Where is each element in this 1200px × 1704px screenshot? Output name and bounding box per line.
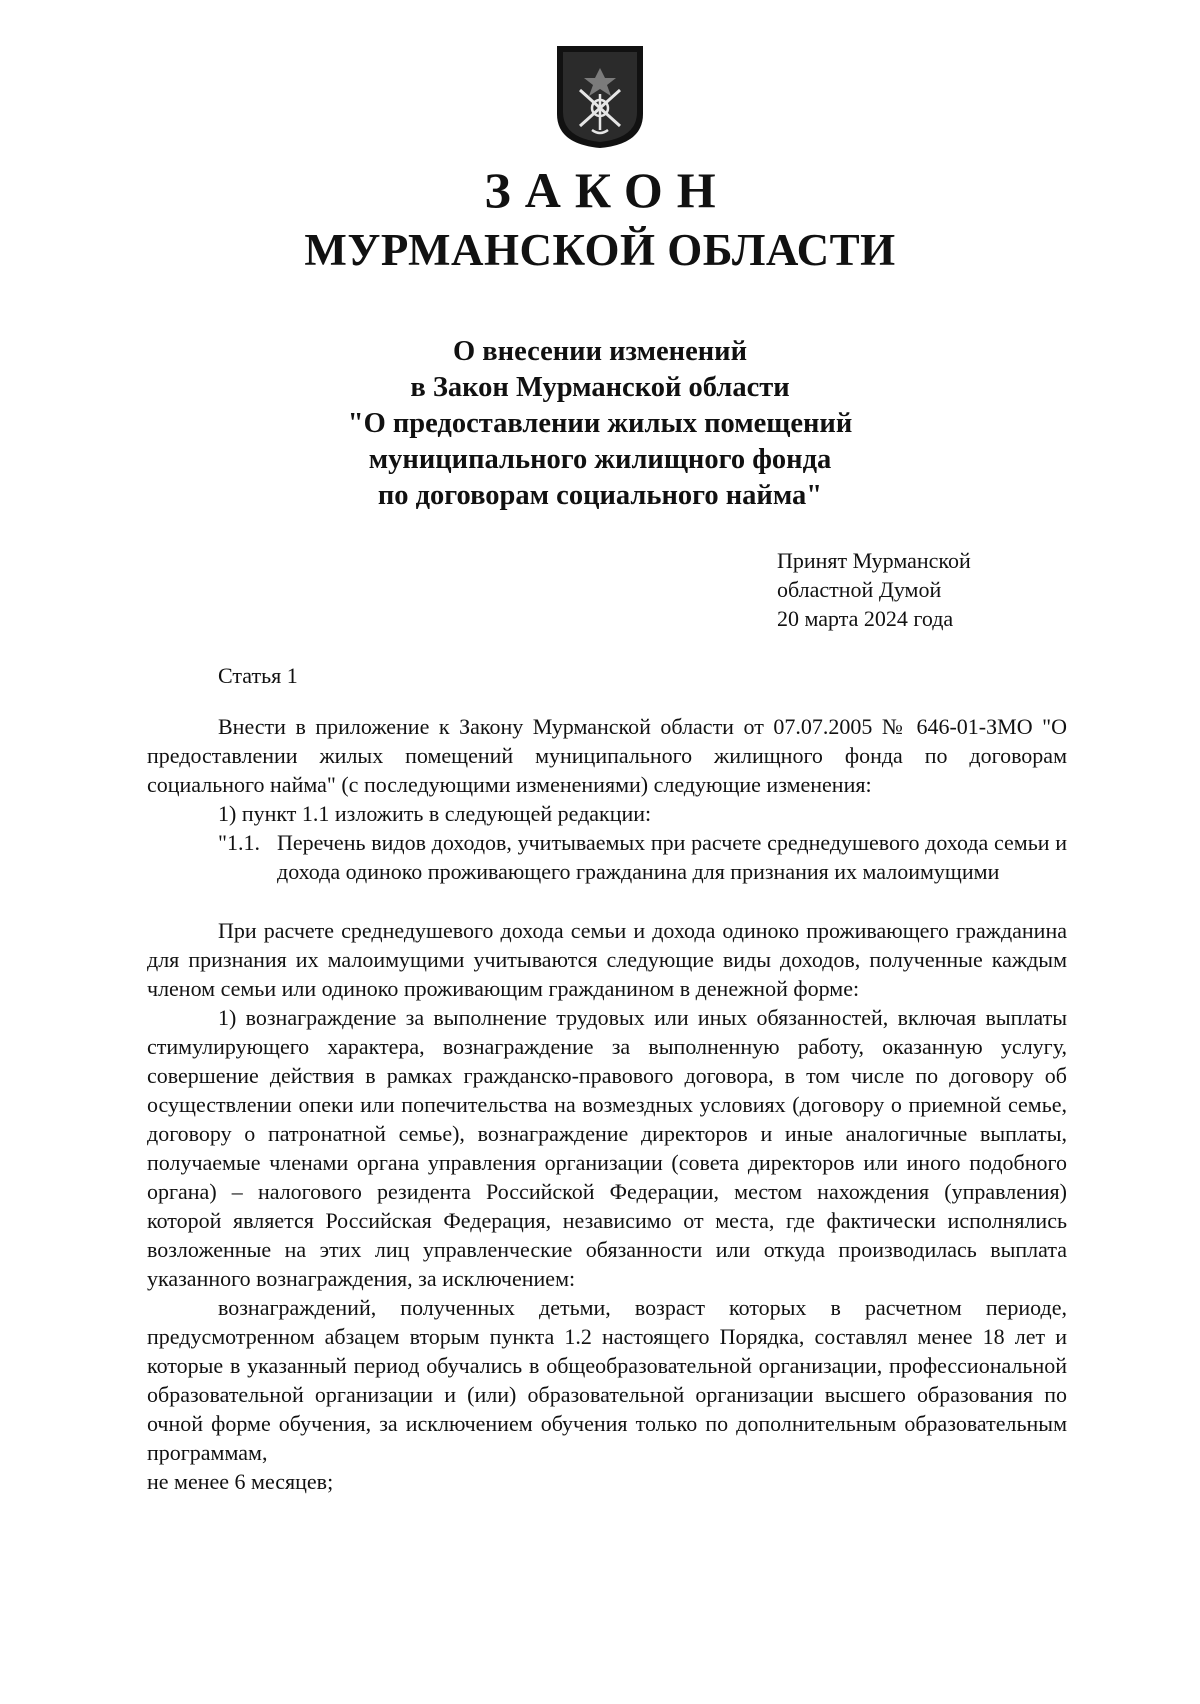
article-heading: Статья 1 — [218, 663, 298, 688]
intro-paragraph: Внести в приложение к Закону Мурманской области от 07.07.2005 № 646-01-ЗМО "О предоставлении жилых помещений муниципального жилищного фонда по договорам социального найма" (с последующими изменениями) следующие изменения: — [147, 714, 1067, 797]
subject-line: "О предоставлении жилых помещений — [347, 408, 853, 439]
quoted-text: Перечень видов доходов, учитываемых при расчете среднедушевого дохода семьи и дохода одиноко проживающего гражданина для признания их малоимущими — [277, 830, 1067, 884]
children-paragraph-end: не менее 6 месяцев; — [147, 1469, 334, 1494]
subject-line: муниципального жилищного фонда — [368, 444, 832, 475]
subject-line: в Закон Мурманской области — [410, 372, 790, 403]
subject-line: О внесении изменений — [452, 336, 747, 367]
law-subject — [0, 334, 1200, 514]
adoption-line: областной Думой — [777, 577, 942, 602]
document-body — [147, 712, 1067, 1496]
region-title: МУРМАНСКОЙ ОБЛАСТИ — [304, 225, 896, 275]
calc-paragraph: При расчете среднедушевого дохода семьи и дохода одиноко проживающего гражданина для признания их малоимущими учитываются следующие виды доходов, полученные каждым членом семьи или одиноко проживающим гражданином в денежной форме: — [147, 918, 1067, 1001]
law-title: ЗАКОН — [484, 162, 730, 218]
reward-paragraph: 1) вознаграждение за выполнение трудовых или иных обязанностей, включая выплаты стимулирующего характера, вознаграждение за выполненную работу, оказанную услугу, совершение действия в рамках гражданско-правового договора, в том числе по договору об осуществлении опеки или попечительства на возмездных условиях (договору о приемной семье, договору о патронатной семье), вознаграждение директоров и иные аналогичные выплаты, получаемые членами органа управления организации (совета директоров или иного подобного органа) – налогового резидента Российской Федерации, местом нахождения (управления) которой является Российская Федерация, независимо от места, где фактически исполнялись возложенные на этих лиц управленческие обязанности или откуда производилась выплата указанного вознаграждения, за исключением: — [147, 1005, 1067, 1291]
adoption-line: Принят Мурманской — [777, 548, 971, 573]
coat-of-arms-icon — [555, 44, 645, 150]
spacer — [147, 886, 1067, 916]
adoption-date: 20 марта 2024 года — [777, 606, 954, 631]
quoted-heading — [147, 828, 1067, 886]
quoted-number: "1.1. — [218, 830, 260, 855]
adoption-note — [777, 546, 971, 633]
subject-line: по договорам социального найма" — [377, 480, 823, 511]
item-paragraph: 1) пункт 1.1 изложить в следующей редакции: — [218, 801, 652, 826]
children-paragraph: вознаграждений, полученных детьми, возраст которых в расчетном периоде, предусмотренном абзацем вторым пункта 1.2 настоящего Порядка, составлял менее 18 лет и которые в указанный период обучались в общеобразовательной организации, профессиональной образовательной организации и (или) образовательной организации высшего образования по очной форме обучения, за исключением обучения только по дополнительным образовательным программам, — [147, 1295, 1067, 1465]
